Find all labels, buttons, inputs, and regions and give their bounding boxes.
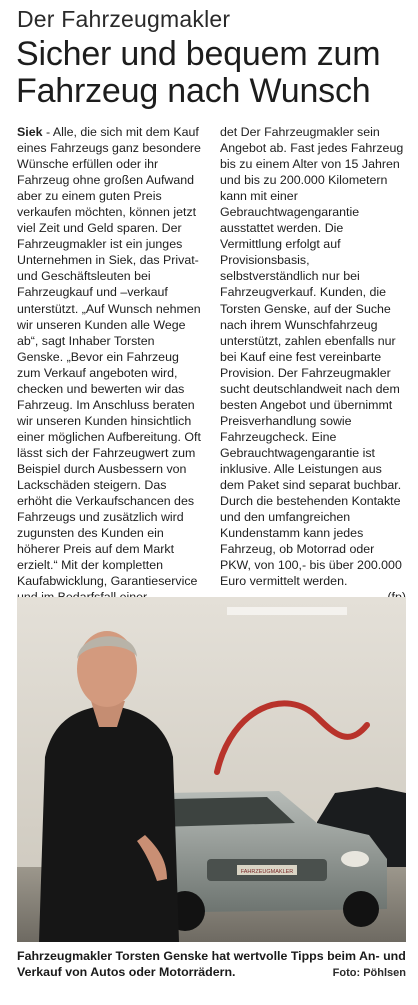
article-kicker: Der Fahrzeugmakler [17,6,231,32]
article-column-1 [17,124,203,653]
photo-caption [17,948,406,981]
column-1-text: - Alle, die sich mit dem Kauf eines Fahrzeugs ganz besondere Wünsche erfüllen oder ihr Fahrzeug ohne großen Aufwand aber zu einem guten Preis verkaufen möchten, können jetzt viel Zeit und Geld sparen. Der Fahrzeugmakler ist ein junges Unternehmen in Siek, das Privat- und Geschäftsleuten bei Fahrzeugkauf und –verkauf unterstützt. „Auf Wunsch nehmen wir unseren Kunden alle Wege ab“, sagt Inhaber Torsten Genske. „Bevor ein Fahrzeug zum Verkauf angeboten wird, checken und bewerten wir das Fahrzeug. Im Anschluss beraten wir unseren Kunden hinsichtlich einer möglichen Aufbereitung. Oft lässt sich der Fahrzeugwert zum Beispiel durch Ausbessern von Lackschäden steigern. Das erhöht die Verkaufschancen des Fahrzeugs und zusätzlich wird zugunsten des Kunden ein höherer Preis auf dem Markt erzielt.“ Mit der kompletten Kaufabwicklung, Garantieservice [17,125,201,589]
column-2-text: det Der Fahrzeugmakler sein Angebot ab. Fast jedes Fahrzeug bis zu einem Alter von 15 Jahren und bis zu 200.000 Kilometern kann mit einer Gebrauchtwagengarantie ausstattet werden. Die Vermittlung erfolgt auf Provisionsbasis, selbstverständlich nur bei Fahrzeugverkauf. Kunden, die Torsten Genske, auf der Suche nach ihrem Wunschfahrzeug unterstützt, zahlen ebenfalls nur bei Kauf eine fest vereinbarte Provision. Der Fahrzeugmakler sucht deutschlandweit nach dem besten Angebot und übernimmt Preisverhandlung sowie Fahrzeugcheck. Eine Gebrauchtwagengarantie ist inklusive. Alle Leistungen aus dem Paket sind separat buchbar. Durch die bestehenden Kontakte und den umfangreichen Kundenstamm kann jedes Fahrzeug, ob Motorrad oder PKW, von 100,- bis über 200.000 Euro vermittelt werden. [220,125,404,589]
article-paragraph-1 [17,124,203,638]
dateline-place: Siek [17,125,43,139]
photo-illustration [17,597,406,942]
photo-credit: Foto: Pöhlsen [332,967,406,979]
license-plate-text: FAHRZEUGMAKLER [240,869,294,875]
article-headline: Sicher und bequem zum Fahrzeug nach Wunsch [16,35,381,110]
caption-text: Fahrzeugmakler Torsten Genske hat wertvolle Tipps beim An- und Verkauf von Autos oder Motorrädern. [17,949,406,979]
article-body [17,124,406,653]
article-photo [17,597,406,942]
article-column-2 [220,124,406,653]
